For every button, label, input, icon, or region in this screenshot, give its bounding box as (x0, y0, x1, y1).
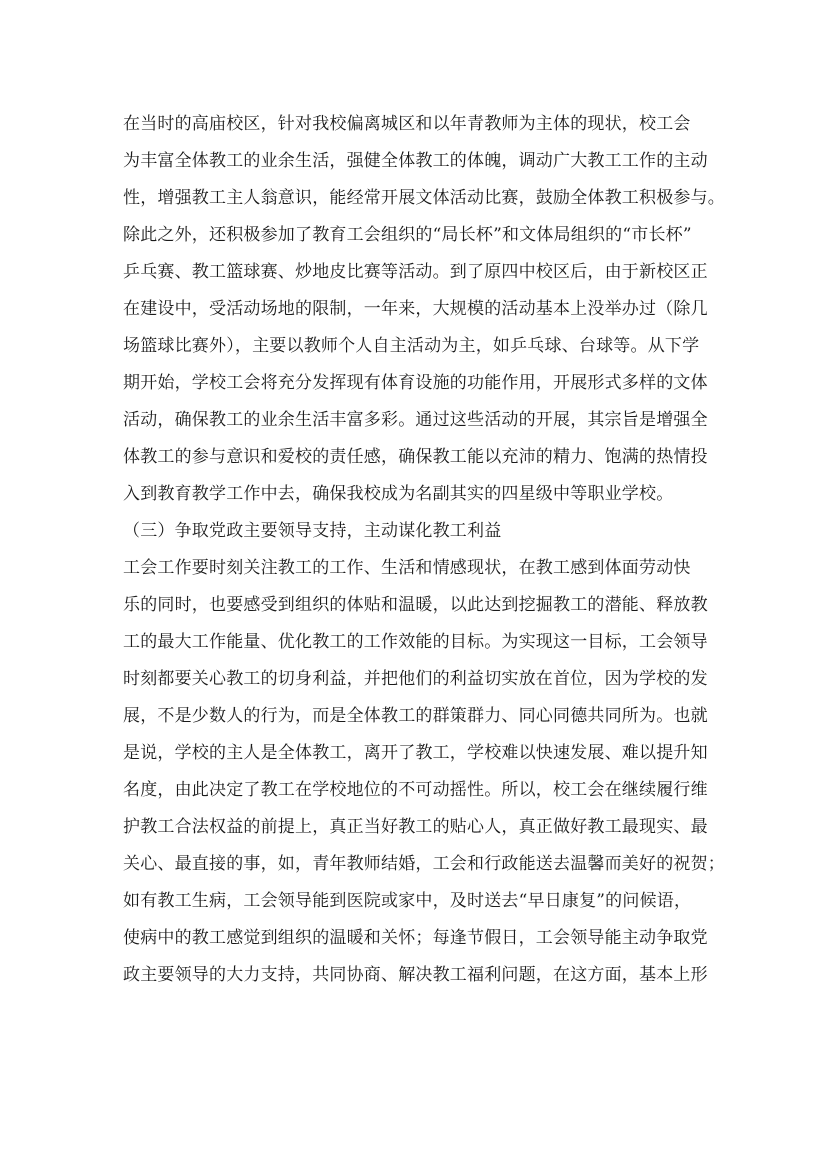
text-line: 期开始，学校工会将充分发挥现有体育设施的功能作用，开展形式多样的文体 (123, 373, 708, 393)
text-line: 场篮球比赛外），主要以教师个人自主活动为主，如乒乓球、台球等。从下学 (123, 336, 700, 356)
text-line: 为丰富全体教工的业余生活，强健全体教工的体魄，调动广大教工工作的主动 (123, 151, 708, 171)
text-line: 工的最大工作能量、优化教工的工作效能的目标。为实现这一目标，工会领导 (123, 632, 708, 652)
text-line: 在建设中，受活动场地的限制，一年来，大规模的活动基本上没举办过（除几 (123, 299, 708, 319)
text-line: 护教工合法权益的前提上，真正当好教工的贴心人，真正做好教工最现实、最 (123, 817, 708, 837)
text-line: 使病中的教工感觉到组织的温暖和关怀；每逢节假日，工会领导能主动争取党 (123, 928, 708, 948)
text-line: 政主要领导的大力支持，共同协商、解决教工福利问题，在这方面，基本上形 (123, 965, 708, 985)
text-line: 活动，确保教工的业余生活丰富多彩。通过这些活动的开展，其宗旨是增强全 (123, 410, 708, 430)
text-line: 是说，学校的主人是全体教工，离开了教工，学校难以快速发展、难以提升知 (123, 743, 708, 763)
text-line: 时刻都要关心教工的切身利益，并把他们的利益切实放在首位，因为学校的发 (123, 669, 708, 689)
text-line: 在当时的高庙校区，针对我校偏离城区和以年青教师为主体的现状，校工会 (123, 114, 691, 134)
section-heading: （三）争取党政主要领导支持，主动谋化教工利益 (123, 521, 502, 541)
text-line: 除此之外，还积极参加了教育工会组织的“局长杯”和文体局组织的“市长杯” (123, 225, 692, 245)
text-line: 乒乓赛、教工篮球赛、炒地皮比赛等活动。到了原四中校区后，由于新校区正 (123, 262, 708, 282)
text-line: 关心、最直接的事，如，青年教师结婚，工会和行政能送去温馨而美好的祝贺； (123, 854, 725, 874)
text-line: 工会工作要时刻关注教工的工作、生活和情感现状，在教工感到体面劳动快 (123, 558, 691, 578)
text-line: 名度，由此决定了教工在学校地位的不可动摇性。所以，校工会在继续履行维 (123, 780, 708, 800)
text-line: 性，增强教工主人翁意识，能经常开展文体活动比赛，鼓励全体教工积极参与。 (123, 188, 725, 208)
text-line: 入到教育教学工作中去，确保我校成为名副其实的四星级中等职业学校。 (123, 484, 674, 504)
text-line: 体教工的参与意识和爱校的责任感，确保教工能以充沛的精力、饱满的热情投 (123, 447, 708, 467)
text-line: 乐的同时，也要感受到组织的体贴和温暖，以此达到挖掘教工的潜能、释放教 (123, 595, 708, 615)
text-line: 如有教工生病，工会领导能到医院或家中，及时送去“早日康复”的问候语， (123, 891, 692, 911)
text-line: 展，不是少数人的行为，而是全体教工的群策群力、同心同德共同所为。也就 (123, 706, 708, 726)
